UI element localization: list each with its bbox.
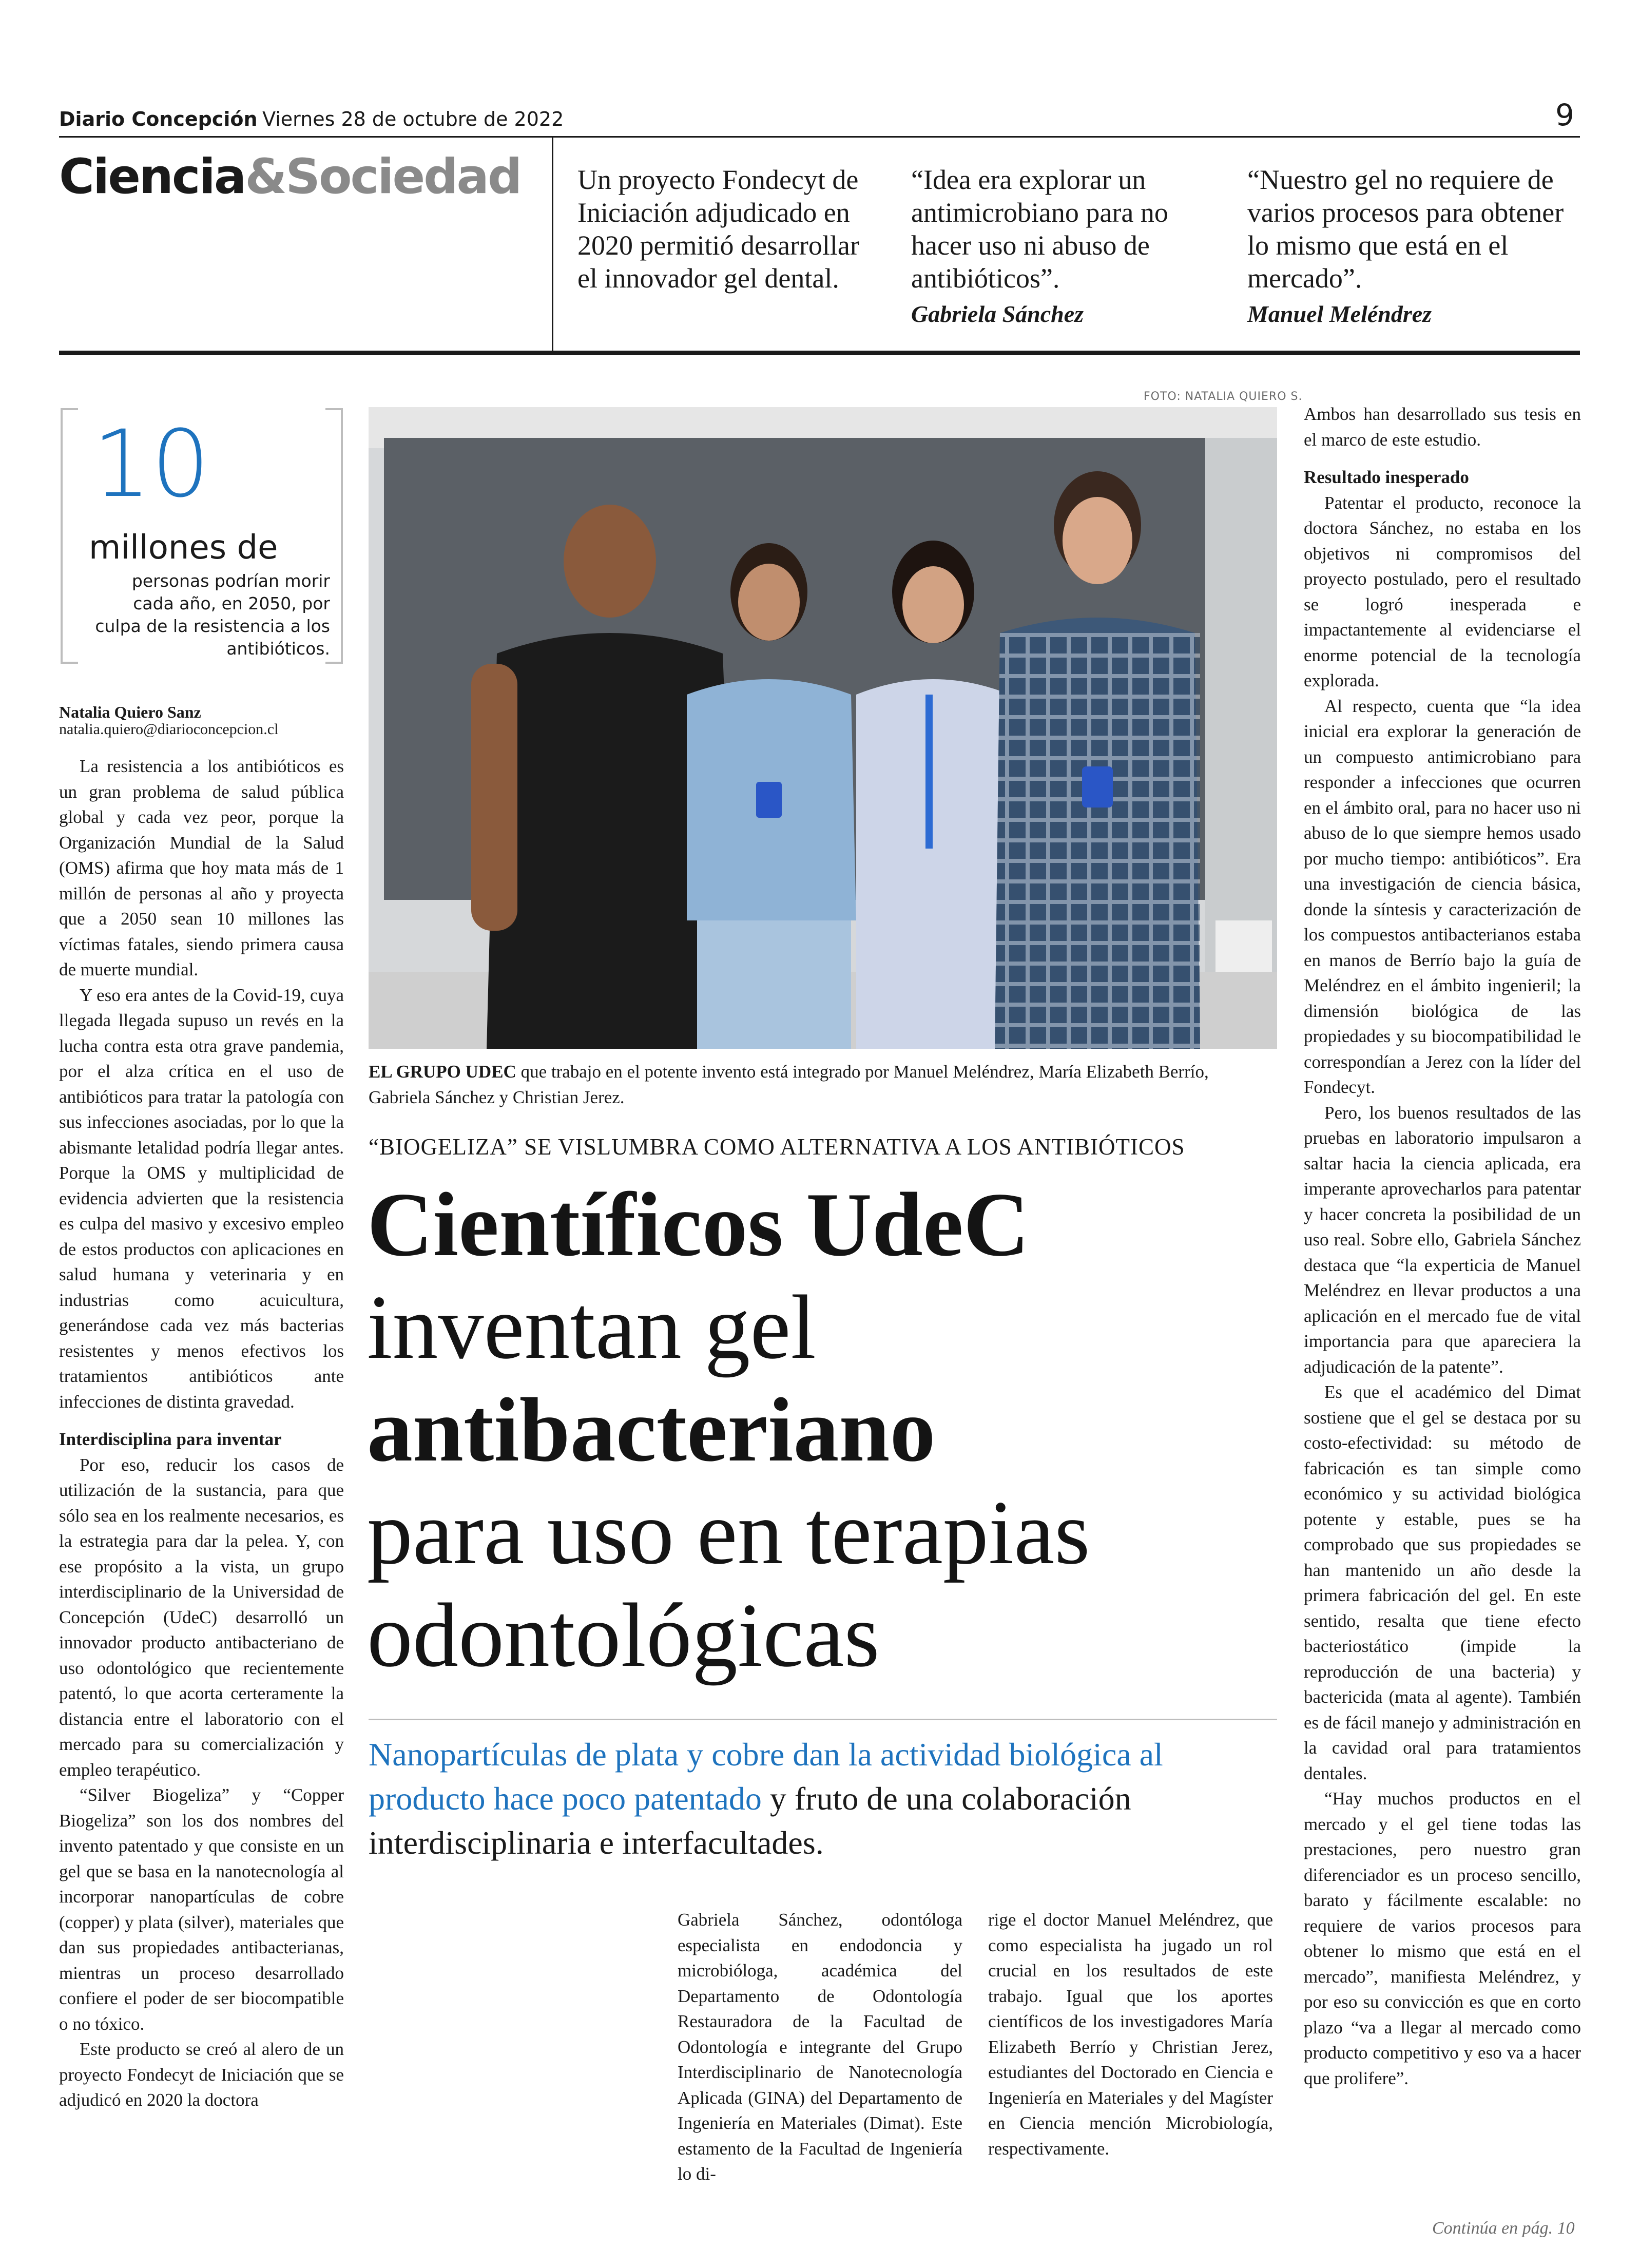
article-column-left xyxy=(59,754,344,2113)
section-title-amp: & xyxy=(245,149,286,205)
paragraph: Al respecto, cuenta que “la idea inicial era explorar la generación de un compuesto antimicrobiano para responder a infecciones que ocurren en el ámbito oral, para no hacer uso ni abuso de lo que siempre hemos usado por mucho tiempo: antibióticos”. Era una investigación de ciencia básica, donde la síntesis y caracterización de los compuestos antibacterianos estaba en manos de Berrío bajo la guía de Meléndrez en el ámbito ingenieril; la dimensión biológica de las propiedades y su biocompatibilidad le correspondían a Jerez con la líder del Fondecyt. xyxy=(1304,696,1581,1097)
issue-date: Viernes 28 de octubre de 2022 xyxy=(262,108,564,130)
photo-credit: FOTO: NATALIA QUIERO S. xyxy=(1144,390,1303,403)
caption-text: que trabajo en el potente invento está integrado por Manuel Meléndrez, María Elizabeth Berrío, Gabriela Sánchez y Christian Jerez. xyxy=(369,1062,1209,1107)
subheading: Resultado inesperado xyxy=(1304,467,1469,487)
stat-bracket-left xyxy=(61,408,78,664)
author-email[interactable]: natalia.quiero@diarioconcepcion.cl xyxy=(59,721,279,738)
page-number: 9 xyxy=(1555,98,1574,132)
header-rule-bottom xyxy=(59,351,1580,355)
paragraph: Gabriela Sánchez, odontóloga especialista en endodoncia y microbióloga, académica del Departamento de Odontología Restauradora de la Facultad de Odontología e integrante del Grupo Interdisciplinario de Nanotecnología Aplicada (GINA) del Departamento de Ingeniería en Materiales (Dimat). Este estamento de la Facultad de Ingeniería lo di- xyxy=(678,1910,962,2184)
byline xyxy=(59,703,278,738)
stat-box xyxy=(61,408,343,660)
photo-caption xyxy=(369,1059,1272,1110)
paragraph: “Silver Biogeliza” y “Copper Biogeliza” son los dos nombres del invento patentado y que consiste en un gel que se basa en la nanotecnología al incorporar nanopartículas de cobre (copper) y plata (silver), materiales que dan sus propiedades antibacterianas, mientras un proceso desarrollado confiere el poder de ser biocompatible o no tóxico. xyxy=(59,1785,344,2034)
article-column-mid-a xyxy=(678,1907,962,2187)
paragraph: Por eso, reducir los casos de utilización de la sustancia, para que sólo sea en los realmente necesarios, es la estrategia para dar la pelea. Y, con ese propósito a la vista, un grupo interdisciplinario de la Universidad de Concepción (UdeC) desarrolló un innovador producto antibacteriano de uso odontológico que recientemente patentó, lo que acorta certeramente la distancia entre el laboratorio con el mercado para su comercialización y empleo terapéutico. xyxy=(59,1454,344,1780)
paragraph: “Hay muchos productos en el mercado y el gel tiene todas las prestaciones, pero nuestro gran diferenciador es un proceso sencillo, barato y fácilmente escalable: no requiere de varios procesos para obtener lo mismo que está en el mercado”, manifiesta Meléndrez, y por eso su convicción es que en corto plazo “va a llegar al mercado como producto competitivo y eso va a hacer que prolifere”. xyxy=(1304,1789,1581,2088)
paragraph: Pero, los buenos resultados de las pruebas en laboratorio impulsaron a saltar hacia la ciencia aplicada, era imperante aprovecharlos para patentar y hacer concreta la posibilidad de un uso real. Sobre ello, Gabriela Sánchez destaca que “la experticia de Manuel Meléndrez en llevar productos a una aplicación en el mercado fue de vital importancia para que apareciera la adjudicación de la patente”. xyxy=(1304,1102,1581,1377)
article-column-right xyxy=(1304,401,1581,2091)
subhead-rule xyxy=(369,1719,1277,1720)
headline-line-2: inventan gel xyxy=(367,1276,816,1378)
stat-number: 10 xyxy=(92,411,210,518)
section-title-part1: Ciencia xyxy=(59,149,245,205)
header-divider xyxy=(552,138,553,351)
author-name: Natalia Quiero Sanz xyxy=(59,703,201,721)
headline-line-1: Científicos UdeC xyxy=(367,1174,1030,1275)
paragraph: Y eso era antes de la Covid-19, cuya llegada llegada supuso un revés en la lucha contra esta otra grave pandemia, por el alza crítica en el uso de antibióticos para tratar la patología con sus infecciones asociadas, por lo que la abismante letalidad podría llegar antes. Porque la OMS y multiplicidad de evidencia advierten que la resistencia es culpa del masivo y excesivo empleo de estos productos con aplicaciones en salud humana y veterinaria y en industrias como acuicultura, generándose cada vez más bacterias resistentes y menos efectivos los tratamientos antibióticos ante infecciones de distinta gravedad. xyxy=(59,985,344,1412)
article-column-mid-b xyxy=(988,1907,1273,2161)
continued-note[interactable]: Continúa en pág. 10 xyxy=(1432,2219,1575,2238)
pullquote-1 xyxy=(577,163,865,295)
team-photo xyxy=(369,407,1277,1049)
headline-line-5: odontológicas xyxy=(367,1584,880,1686)
paragraph: Patentar el producto, reconoce la doctora Sánchez, no estaba en los objetivos ni compromisos del proyecto postulado, pero el resultado se logró inesperada e impactantemente al evidenciarse el enorme potencial de la tecnología explorada. xyxy=(1304,492,1581,690)
section-title-part2: Sociedad xyxy=(285,149,521,205)
headline-line-4: para uso en terapias xyxy=(367,1482,1090,1583)
paragraph: rige el doctor Manuel Meléndrez, que como especialista ha jugado un rol crucial en los resultados de este trabajo. Igual que los aportes científicos de los investigadores María Elizabeth Berrío y Christian Jerez, estudiantes del Doctorado en Ciencia e Ingeniería en Materiales y del Magíster en Ciencia mención Microbiología, respectivamente. xyxy=(988,1910,1273,2159)
kicker: “BIOGELIZA” SE VISLUMBRA COMO ALTERNATIVA A LOS ANTIBIÓTICOS xyxy=(369,1134,1185,1160)
subhead xyxy=(369,1733,1282,1865)
headline xyxy=(367,1173,1281,1686)
pullquote-text: “Nuestro gel no requiere de varios procesos para obtener lo mismo que está en el mercado”. xyxy=(1247,164,1564,294)
pullquote-text: Un proyecto Fondecyt de Iniciación adjudicado en 2020 permitió desarrollar el innovador gel dental. xyxy=(577,164,859,294)
stat-label: millones de xyxy=(89,529,278,567)
subhead-rest: y fruto de una colaboración interdisciplinaria e interfacultades. xyxy=(369,1780,1131,1861)
team-photo-illustration xyxy=(369,407,1277,1049)
stat-description: personas podrían morir cada año, en 2050, por culpa de la resistencia a los antibióticos. xyxy=(95,571,330,659)
paragraph: Ambos han desarrollado sus tesis en el marco de este estudio. xyxy=(1304,404,1581,450)
pullquote-2 xyxy=(911,163,1199,331)
pullquote-author: Gabriela Sánchez xyxy=(911,301,1084,327)
pullquote-text: “Idea era explorar un antimicrobiano para no hacer uso ni abuso de antibióticos”. xyxy=(911,164,1168,294)
newspaper-name: Diario Concepción xyxy=(59,108,258,130)
subheading: Interdisciplina para inventar xyxy=(59,1429,282,1449)
pullquote-3 xyxy=(1247,163,1566,331)
pullquote-author: Manuel Meléndrez xyxy=(1247,301,1432,327)
headline-line-3: antibacteriano xyxy=(367,1379,936,1481)
section-title xyxy=(59,149,520,205)
caption-lead: EL GRUPO UDEC xyxy=(369,1062,516,1082)
paragraph: Este producto se creó al alero de un proyecto Fondecyt de Iniciación que se adjudicó en 2020 la doctora xyxy=(59,2039,344,2110)
paragraph: La resistencia a los antibióticos es un gran problema de salud pública global y cada vez peor, porque la Organización Mundial de la Salud (OMS) afirma que hoy mata más de 1 millón de personas al año y proyecta que a 2050 sean 10 millones las víctimas fatales, siendo primera causa de muerte mundial. xyxy=(59,756,344,979)
subhead-highlight: Nanopartículas de plata y cobre dan la actividad biológica al producto hace poco patentado xyxy=(369,1736,1163,1817)
paragraph: Es que el académico del Dimat sostiene que el gel se destaca por su costo-efectividad: su método de fabricación es tan simple como económico y su actividad biológica potente y estable, pues se ha comprobado que sus propiedades se han mantenido un año desde la primera fabricación del gel. En este sentido, resalta que tiene efecto bacteriostático (impide la reproducción de una bacteria) y bactericida (mata al agente). También es de fácil manejo y administración en la cavidad oral para tratamientos dentales. xyxy=(1304,1382,1581,1783)
masthead xyxy=(59,108,564,131)
